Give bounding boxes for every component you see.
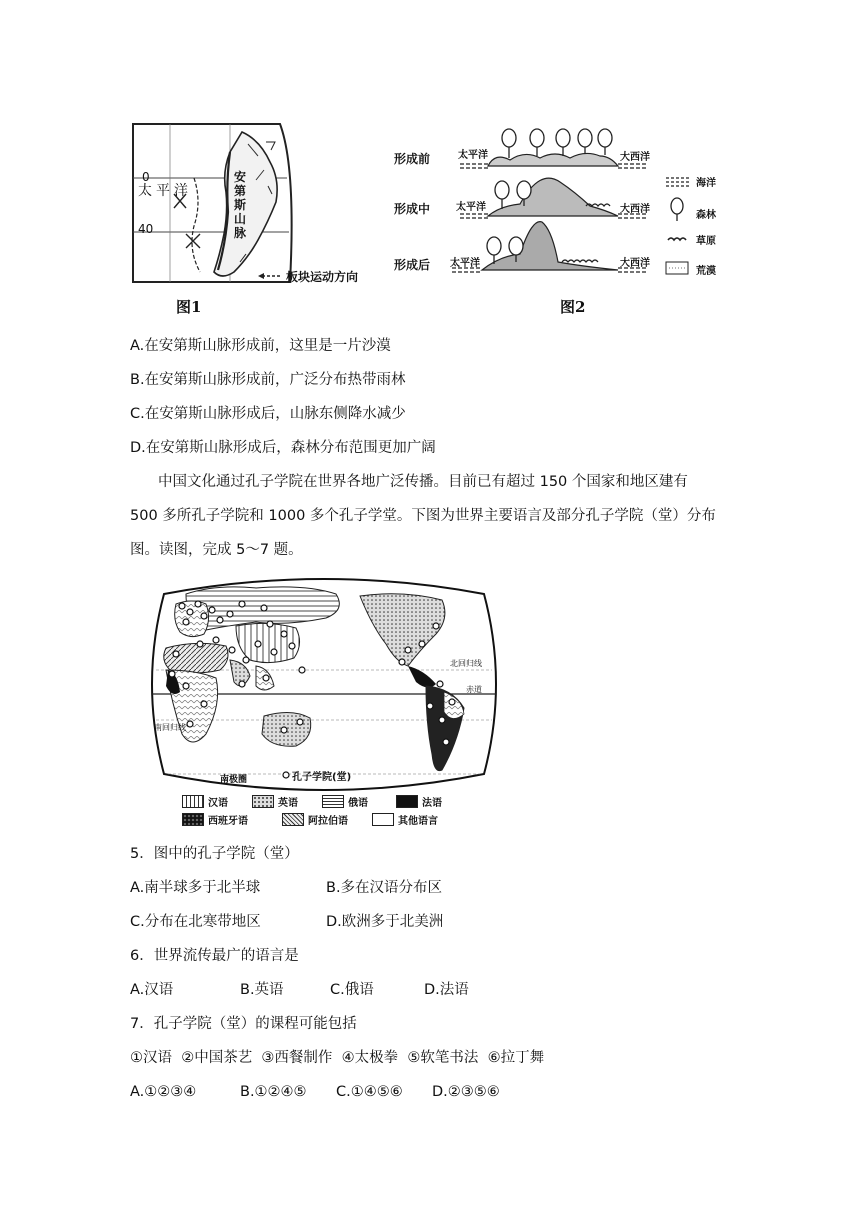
q4-option-a: A.在安第斯山脉形成前，这里是一片沙漠 — [130, 338, 391, 354]
q7-items: ①汉语 ②中国茶艺 ③西餐制作 ④太极拳 ⑤软笔书法 ⑥拉丁舞 — [130, 1050, 545, 1066]
ocean-left-before: 太平洋 — [458, 150, 488, 161]
q6-option-a: A.汉语 — [130, 982, 174, 998]
profile-label-after: 形成后 — [394, 258, 431, 272]
legend-label: 俄语 — [348, 798, 368, 809]
latitude-label-0: 0 — [142, 170, 150, 184]
swatch-french — [396, 795, 418, 808]
q7-stem: 7．孔子学院（堂）的课程可能包括 — [130, 1016, 357, 1032]
q4-option-c: C.在安第斯山脉形成后，山脉东侧降水减少 — [130, 406, 406, 422]
mountain-label-char: 山 — [234, 212, 247, 226]
swatch-russian — [322, 795, 344, 808]
swatch-chinese — [182, 795, 204, 808]
swatch-other — [372, 813, 394, 826]
legend-other — [372, 812, 438, 827]
institute-legend-label: 孔子学院(堂) — [292, 772, 352, 783]
plate-motion-legend: 板块运动方向 — [286, 270, 359, 284]
q7-option-b: B.①②④⑤ — [240, 1084, 307, 1100]
mountain-label — [234, 170, 248, 240]
profile-label-during: 形成中 — [394, 202, 431, 216]
q5-option-d: D.欧洲多于北美洲 — [326, 914, 444, 930]
legend-english — [252, 794, 298, 809]
figure-1-caption: 图1 — [176, 298, 202, 316]
q5-option-a: A.南半球多于北半球 — [130, 880, 261, 896]
q5-option-b: B.多在汉语分布区 — [326, 880, 443, 896]
q7-option-c: C.①④⑤⑥ — [336, 1084, 403, 1100]
south-polar-label: 南极圈 — [220, 775, 248, 785]
profile-during — [460, 178, 646, 218]
legend-arabic — [282, 812, 348, 827]
passage-line-1: 中国文化通过孔子学院在世界各地广泛传播。目前已有超过 150 个国家和地区建有 — [158, 474, 688, 490]
legend-label: 其他语言 — [398, 816, 438, 827]
mountain-label-char: 第 — [234, 184, 247, 198]
ocean-label: 太平洋 — [138, 183, 192, 199]
q5-stem: 5．图中的孔子学院（堂） — [130, 846, 299, 862]
swatch-english — [252, 795, 274, 808]
world-language-map — [146, 574, 502, 832]
passage-line-3: 图。读图，完成 5～7 题。 — [130, 542, 303, 558]
legend-spanish — [182, 812, 248, 827]
q5-option-c: C.分布在北寒带地区 — [130, 914, 261, 930]
legend-french — [396, 794, 442, 809]
mountain-label-char: 安 — [234, 170, 247, 184]
world-map-svg — [146, 574, 502, 794]
profile-after — [452, 222, 646, 272]
figure-1 — [130, 122, 370, 290]
legend-russian — [322, 794, 368, 809]
south-tropic-label: 南回归线 — [154, 723, 186, 732]
legend-label: 英语 — [278, 798, 298, 809]
mountain-label-char: 斯 — [234, 198, 247, 212]
legend-label: 汉语 — [208, 798, 228, 809]
q6-option-c: C.俄语 — [330, 982, 374, 998]
legend-ocean: 海洋 — [696, 178, 716, 189]
q4-option-b: B.在安第斯山脉形成前，广泛分布热带雨林 — [130, 372, 406, 388]
north-tropic-label: 北回归线 — [450, 659, 482, 668]
equator-label: 赤道 — [466, 685, 482, 694]
legend-grassland: 草原 — [696, 236, 716, 247]
figure-1-map — [130, 122, 370, 290]
q7-option-a: A.①②③④ — [130, 1084, 197, 1100]
latitude-label-40: 40 — [138, 222, 154, 236]
mountain-label-char: 脉 — [234, 226, 247, 240]
legend-label: 西班牙语 — [208, 816, 248, 827]
q6-option-b: B.英语 — [240, 982, 284, 998]
q7-option-d: D.②③⑤⑥ — [432, 1084, 500, 1100]
legend-forest: 森林 — [696, 210, 716, 221]
legend-desert: 荒漠 — [696, 266, 716, 277]
figure-2-caption: 图2 — [560, 298, 586, 316]
q6-stem: 6．世界流传最广的语言是 — [130, 948, 299, 964]
figure-2-legend-symbols — [666, 178, 690, 274]
passage-line-2: 500 多所孔子学院和 1000 多个孔子学堂。下图为世界主要语言及部分孔子学院（堂）分布 — [130, 508, 716, 524]
ocean-left-during: 太平洋 — [456, 202, 486, 213]
q4-option-d: D.在安第斯山脉形成后，森林分布范围更加广阔 — [130, 440, 436, 456]
ocean-right-after: 大西洋 — [620, 258, 650, 269]
legend-label: 阿拉伯语 — [308, 816, 348, 827]
ocean-right-during: 大西洋 — [620, 204, 650, 215]
ocean-right-before: 大西洋 — [620, 152, 650, 163]
swatch-arabic — [282, 813, 304, 826]
swatch-spanish — [182, 813, 204, 826]
legend-label: 法语 — [422, 798, 442, 809]
legend-chinese — [182, 794, 228, 809]
profile-label-before: 形成前 — [394, 152, 431, 166]
ocean-left-after: 太平洋 — [450, 258, 480, 269]
q6-option-d: D.法语 — [424, 982, 469, 998]
figure-2-profiles — [390, 122, 730, 292]
figure-2 — [390, 122, 730, 292]
